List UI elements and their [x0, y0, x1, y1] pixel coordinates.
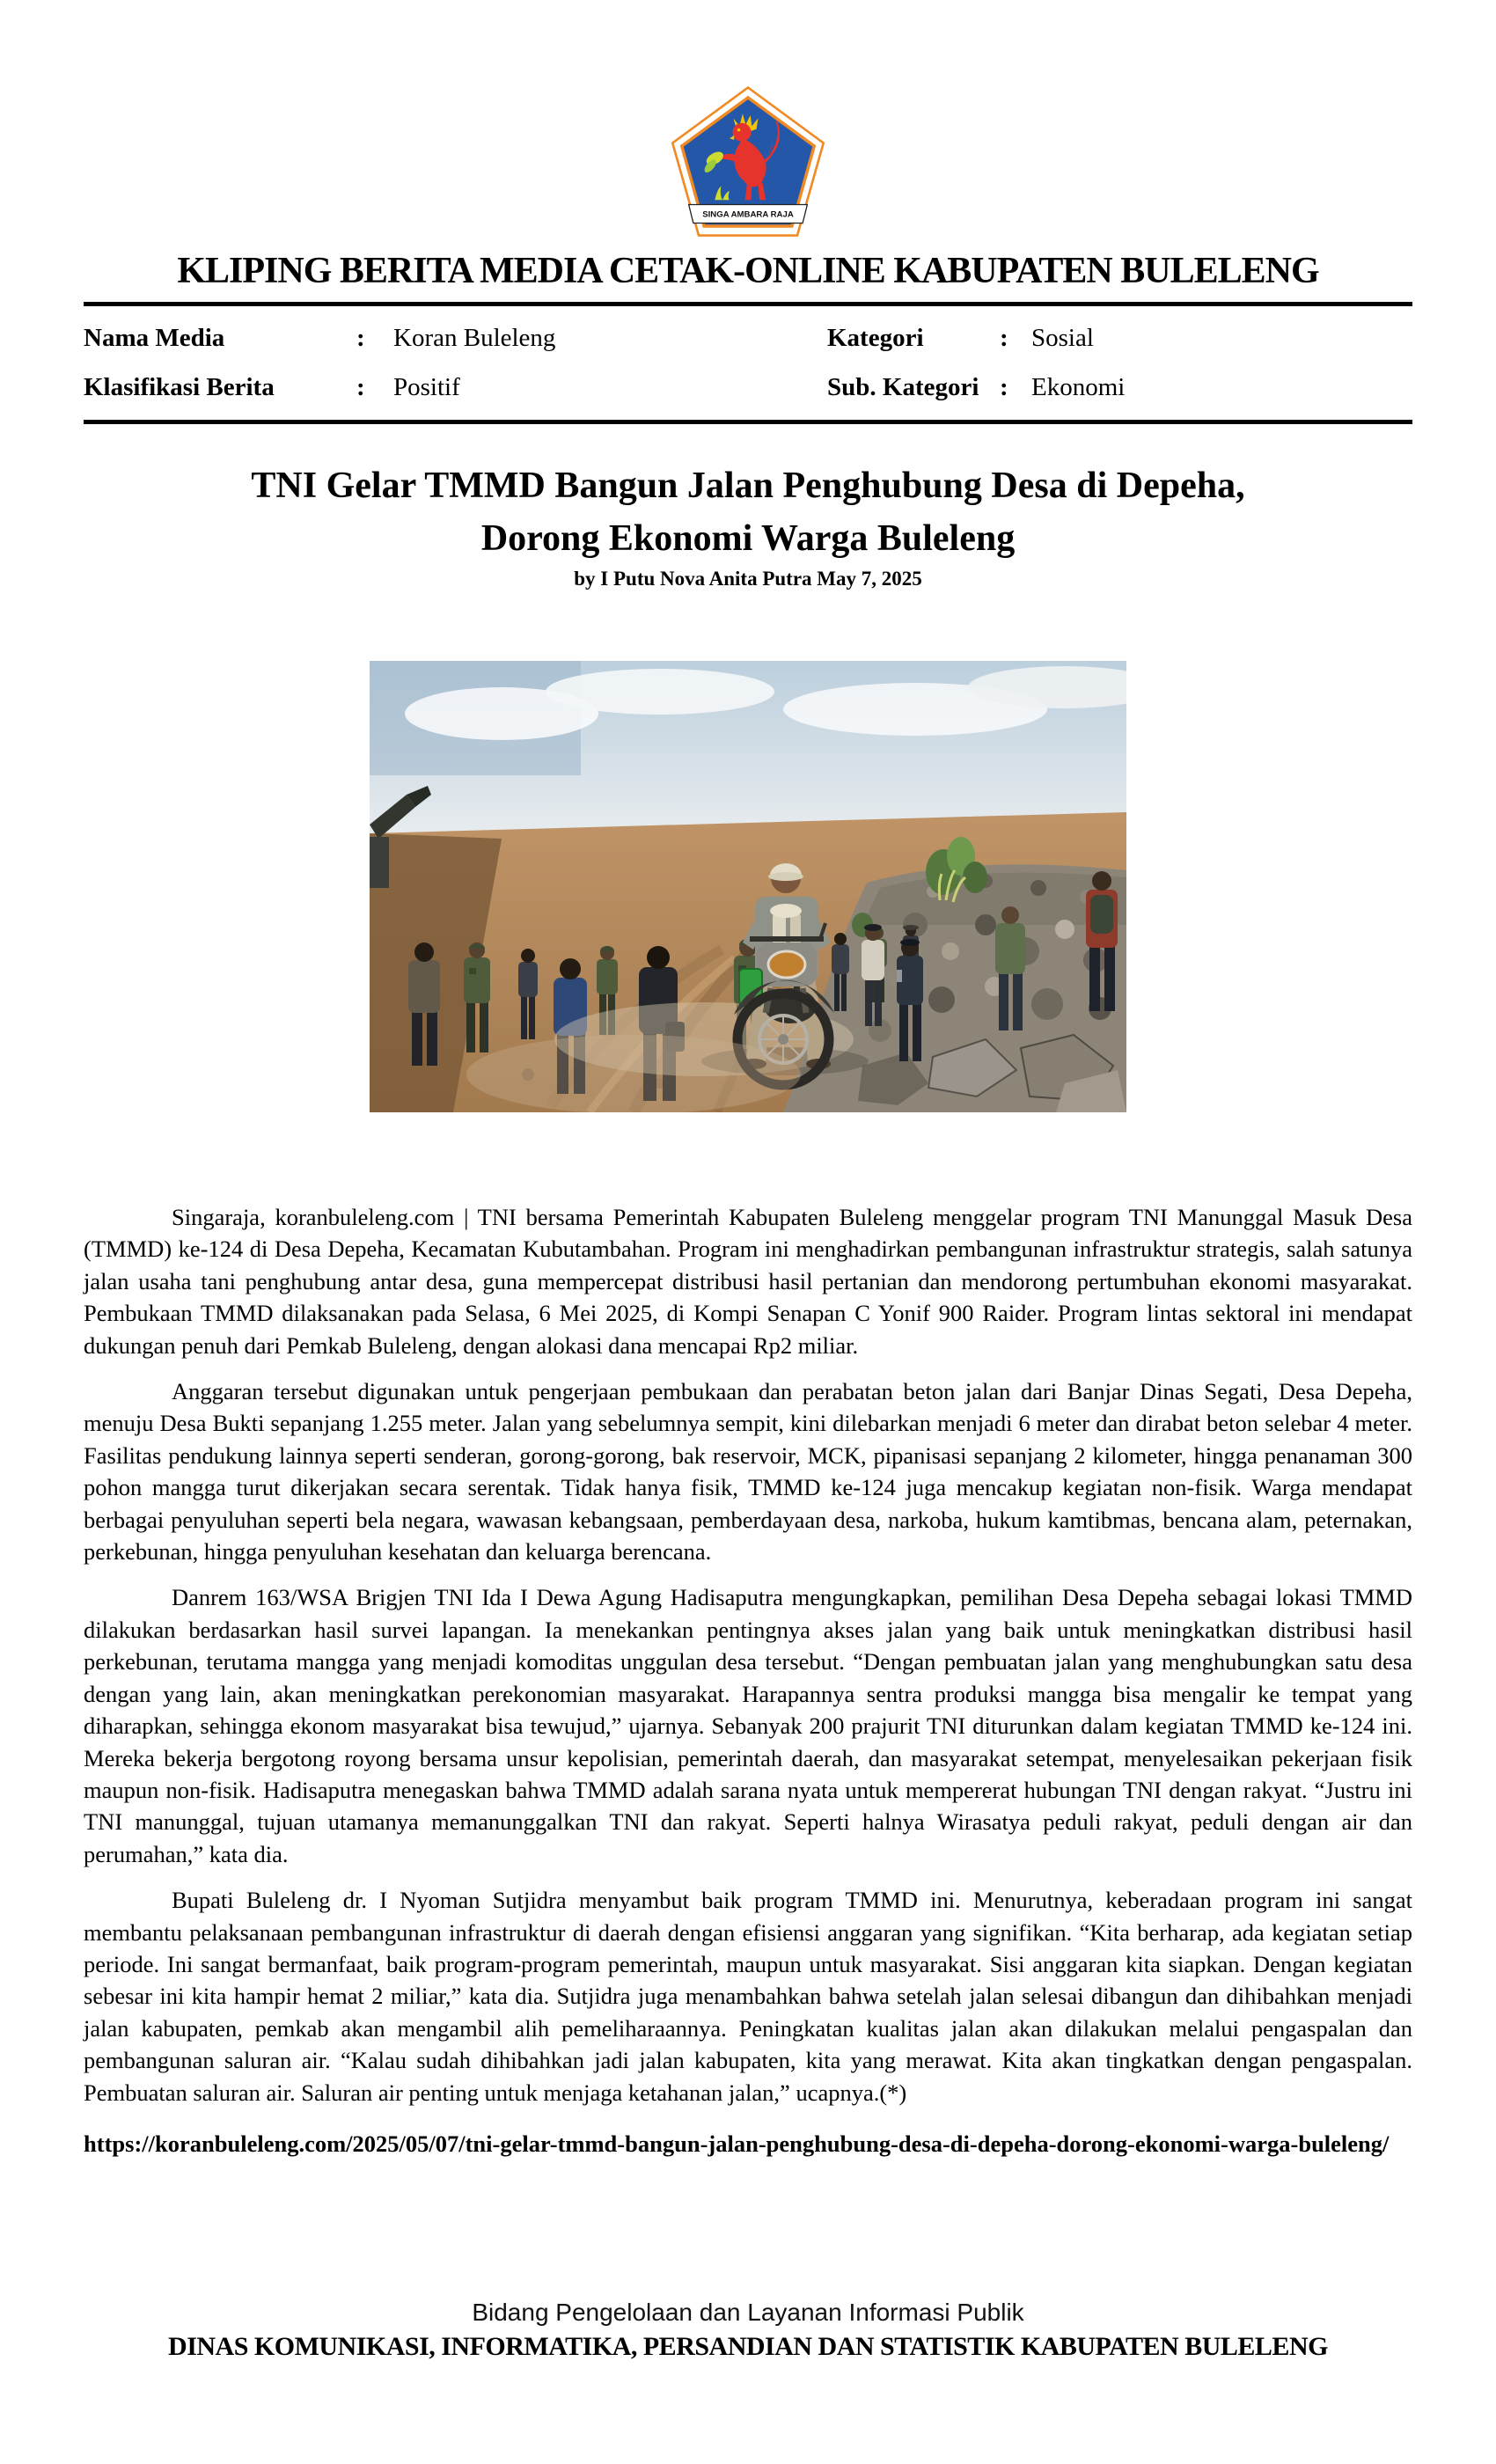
- photo-illustration: [370, 661, 1126, 1112]
- footer-dinas-line: DINAS KOMUNIKASI, INFORMATIKA, PERSANDIAN DAN STATISTIK KABUPATEN BULELENG: [168, 2332, 1328, 2361]
- document-footer: [0, 2299, 1496, 2362]
- article-headline: [97, 459, 1399, 565]
- colon-separator: :: [1000, 372, 1008, 401]
- singa-ambara-raja-emblem-icon: [667, 84, 829, 238]
- document-title: KLIPING BERITA MEDIA CETAK-ONLINE KABUPATEN BULELENG: [177, 251, 1319, 291]
- article-photo: [370, 661, 1126, 1112]
- klasifikasi-berita-value: Positif: [393, 372, 460, 401]
- article-paragraph-4: Bupati Buleleng dr. I Nyoman Sutjidra menyambut baik program TMMD ini. Menurutnya, keberadaan program ini sangat membantu pelaksanaan pembangunan infrastruktur di daerah dengan efisiensi anggaran yang signifikan. “Kita berharap, ada kegiatan setiap periode. Ini sangat bermanfaat, baik program-program pemerintah, maupun untuk masyarakat. Sisi anggaran kita siapkan. Dengan kegiatan sebesar ini kita hampir hemat 2 miliar,” kata dia. Sutjidra juga menambahkan bahwa setelah jalan selesai dibangun dan dihibahkan menjadi jalan kabupaten, pemkab akan mengambil alih pemeliharaannya. Peningkatan kualitas jalan akan dilakukan melalui pengaspalan dan pembangunan saluran air. “Kalau sudah dihibahkan jadi jalan kabupaten, kita yang merawat. Kita akan tingkatkan dengan pengaspalan. Pembuatan saluran air. Saluran air penting untuk menjaga ketahanan jalan,” ucapnya.(*): [84, 1887, 1412, 2106]
- article-paragraph-1: Singaraja, koranbuleleng.com | TNI bersama Pemerintah Kabupaten Buleleng menggelar program TNI Manunggal Masuk Desa (TMMD) ke-124 di Desa Depeha, Kecamatan Kubutambahan. Program ini menghadirkan pembangunan infrastruktur strategis, salah satunya jalan usaha tani penghubung antar desa, guna mempercepat distribusi hasil pertanian dan mendorong pertumbuhan ekonomi masyarakat. Pembukaan TMMD dilaksanakan pada Selasa, 6 Mei 2025, di Kompi Senapan C Yonif 900 Raider. Program lintas sektoral ini mendapat dukungan penuh dari Pemkab Buleleng, dengan alokasi dana mencapai Rp2 miliar.: [84, 1204, 1412, 1359]
- source-url-link[interactable]: https://koranbuleleng.com/2025/05/07/tni-gelar-tmmd-bangun-jalan-penghubung-desa-di-depeha-dorong-ekonomi-warga-buleleng/: [84, 2130, 1390, 2157]
- article-paragraph-3: Danrem 163/WSA Brigjen TNI Ida I Dewa Agung Hadisaputra mengungkapkan, pemilihan Desa Depeha sebagai lokasi TMMD dilakukan berdasarkan hasil survei lapangan. Ia menekankan pentingnya akses jalan yang baik untuk meningkatkan distribusi hasil perkebunan, terutama mangga yang menjadi komoditas unggulan desa tersebut. “Dengan pembuatan jalan yang menghubungkan satu desa dengan yang lain, akan meningkatkan perekonomian masyarakat. Harapannya sentra produksi mangga bisa mengalir ke tempat yang diharapkan, sehingga ekonom masyarakat bisa tewujud,” ujarnya. Sebanyak 200 prajurit TNI diturunkan dalam kegiatan TMMD ke-124 ini. Mereka bekerja bergotong royong bersama unsur kepolisian, pemerintah daerah, dan masyarakat setempat, menyelesaikan pekerjaan fisik maupun non-fisik. Hadisaputra menegaskan bahwa TMMD adalah sarana nyata untuk mempererat hubungan TNI dengan rakyat. “Justru ini TNI manunggal, tujuan utamanya memanunggalkan TNI dan rakyat. Seperti halnya Wirasatya peduli rakyat, peduli dengan air dan perumahan,” kata dia.: [84, 1584, 1412, 1867]
- metadata-row-2: [84, 363, 1412, 412]
- klasifikasi-berita-label: Klasifikasi Berita: [84, 372, 275, 401]
- sky: [370, 661, 1126, 841]
- metadata-row-1: [84, 313, 1412, 363]
- article-headline-line-2: Dorong Ekonomi Warga Buleleng: [480, 518, 1016, 559]
- kategori-value: Sosial: [1031, 323, 1094, 352]
- sub-kategori-label: Sub. Kategori: [827, 372, 979, 401]
- nama-media-value: Koran Buleleng: [393, 323, 556, 352]
- article-body: [84, 1201, 1412, 2108]
- colon-separator: :: [356, 323, 365, 352]
- emblem-banner: [689, 205, 808, 224]
- sub-kategori-value: Ekonomi: [1031, 372, 1126, 401]
- footer-bidang-line: Bidang Pengelolaan dan Layanan Informasi Publik: [472, 2299, 1024, 2326]
- colon-separator: :: [356, 372, 365, 401]
- colon-separator: :: [1000, 323, 1008, 352]
- dust-haze-front: [466, 1035, 801, 1112]
- buleleng-emblem-logo: [667, 84, 829, 238]
- clipping-metadata-table: [84, 302, 1412, 424]
- emblem-banner-text: SINGA AMBARA RAJA: [702, 209, 794, 220]
- article-paragraph-2: Anggaran tersebut digunakan untuk pengerjaan pembukaan dan perabatan beton jalan dari Banjar Dinas Segati, Desa Depeha, menuju Desa Bukti sepanjang 1.255 meter. Jalan yang sebelumnya sempit, kini dilebarkan menjadi 6 meter dan dirabat beton selebar 4 meter. Fasilitas pendukung lainnya seperti senderan, gorong-gorong, bak reservoir, MCK, pipanisasi sepanjang 2 kilometer, hingga penanaman 300 pohon mangga turut dikerjakan secara serentak. Tidak hanya fisik, TMMD ke-124 juga mencakup kegiatan non-fisik. Warga mendapat berbagai penyuluhan seperti bela negara, wawasan kebangsaan, pemberdayaan desa, narkoba, hukum kamtibmas, bencana alam, peternakan, perkebunan, hingga penyuluhan kesehatan dan keluarga berencana.: [84, 1378, 1412, 1566]
- nama-media-label: Nama Media: [84, 323, 225, 352]
- article-headline-line-1: TNI Gelar TMMD Bangun Jalan Penghubung Desa di Depeha,: [251, 466, 1245, 506]
- kategori-label: Kategori: [827, 323, 924, 352]
- article-byline: by I Putu Nova Anita Putra May 7, 2025: [574, 568, 922, 590]
